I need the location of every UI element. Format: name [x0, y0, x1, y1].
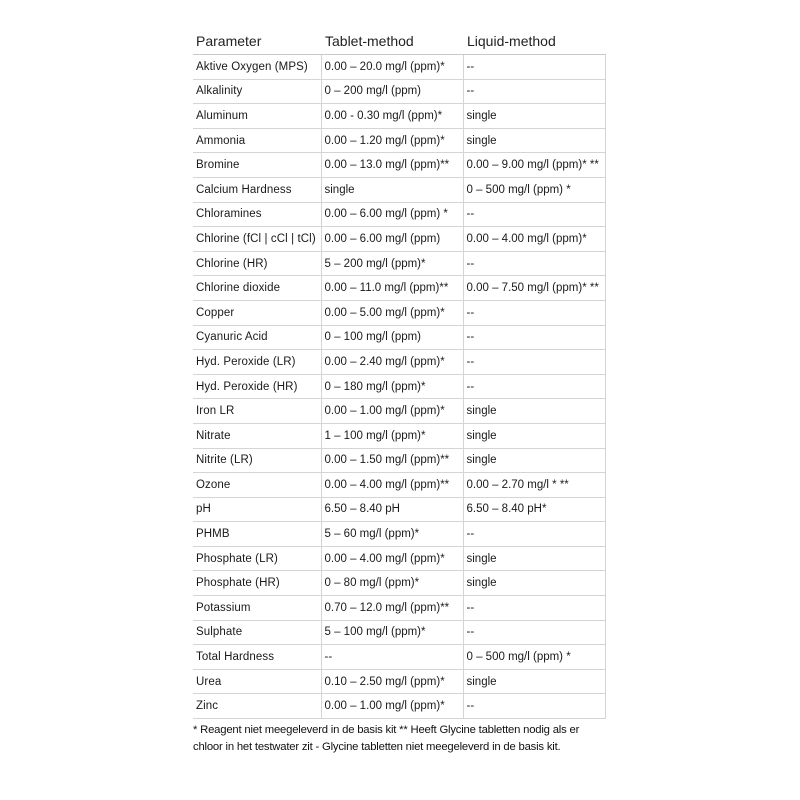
parameter-cell: pH [193, 497, 321, 522]
parameter-table-container [193, 28, 605, 756]
tablet-method-cell: 0.00 – 5.00 mg/l (ppm)* [321, 300, 463, 325]
liquid-method-cell: -- [463, 350, 605, 375]
table-row [193, 104, 605, 129]
parameter-table [193, 28, 606, 719]
parameter-cell: Zinc [193, 694, 321, 719]
table-row [193, 227, 605, 252]
tablet-method-cell: 5 – 100 mg/l (ppm)* [321, 620, 463, 645]
table-row [193, 300, 605, 325]
table-header [193, 28, 605, 55]
tablet-method-cell: single [321, 177, 463, 202]
tablet-method-cell: 0 – 100 mg/l (ppm) [321, 325, 463, 350]
tablet-method-cell: 0.00 – 1.20 mg/l (ppm)* [321, 128, 463, 153]
parameter-cell: Iron LR [193, 399, 321, 424]
table-row [193, 128, 605, 153]
parameter-cell: Phosphate (HR) [193, 571, 321, 596]
parameter-cell: Copper [193, 300, 321, 325]
table-row [193, 202, 605, 227]
liquid-method-cell: 0.00 – 9.00 mg/l (ppm)* ** [463, 153, 605, 178]
tablet-method-cell: -- [321, 645, 463, 670]
parameter-cell: Chlorine dioxide [193, 276, 321, 301]
parameter-cell: Ammonia [193, 128, 321, 153]
table-row [193, 423, 605, 448]
table-row [193, 399, 605, 424]
tablet-method-cell: 0.00 – 4.00 mg/l (ppm)** [321, 473, 463, 498]
parameter-cell: Ozone [193, 473, 321, 498]
table-row [193, 620, 605, 645]
liquid-method-cell: -- [463, 596, 605, 621]
parameter-cell: Sulphate [193, 620, 321, 645]
table-body [193, 55, 605, 719]
header-row [193, 28, 605, 55]
table-row [193, 374, 605, 399]
liquid-method-cell: single [463, 546, 605, 571]
tablet-method-cell: 0.00 – 1.00 mg/l (ppm)* [321, 694, 463, 719]
table-row [193, 669, 605, 694]
tablet-method-cell: 0.00 – 2.40 mg/l (ppm)* [321, 350, 463, 375]
parameter-cell: PHMB [193, 522, 321, 547]
liquid-method-cell: single [463, 571, 605, 596]
tablet-method-cell: 0 – 200 mg/l (ppm) [321, 79, 463, 104]
tablet-method-cell: 0 – 180 mg/l (ppm)* [321, 374, 463, 399]
tablet-method-cell: 0.10 – 2.50 mg/l (ppm)* [321, 669, 463, 694]
liquid-method-cell: 0.00 – 2.70 mg/l * ** [463, 473, 605, 498]
liquid-method-cell: -- [463, 79, 605, 104]
tablet-method-cell: 0.00 – 13.0 mg/l (ppm)** [321, 153, 463, 178]
tablet-method-cell: 0.00 – 20.0 mg/l (ppm)* [321, 55, 463, 80]
table-row [193, 571, 605, 596]
liquid-method-cell: -- [463, 325, 605, 350]
parameter-cell: Aluminum [193, 104, 321, 129]
table-row [193, 251, 605, 276]
table-row [193, 522, 605, 547]
liquid-method-cell: 0.00 – 7.50 mg/l (ppm)* ** [463, 276, 605, 301]
liquid-method-cell: -- [463, 620, 605, 645]
table-row [193, 448, 605, 473]
liquid-method-cell: 0.00 – 4.00 mg/l (ppm)* [463, 227, 605, 252]
liquid-method-cell: -- [463, 251, 605, 276]
liquid-method-cell: 6.50 – 8.40 pH* [463, 497, 605, 522]
tablet-method-cell: 0.00 – 1.00 mg/l (ppm)* [321, 399, 463, 424]
header-tablet-method: Tablet-method [321, 28, 463, 55]
footnote: * Reagent niet meegeleverd in de basis kit ** Heeft Glycine tabletten nodig als er chloor in het testwater zit - Glycine tabletten niet meegeleverd in de basis kit. [193, 724, 580, 754]
liquid-method-cell: single [463, 669, 605, 694]
tablet-method-cell: 5 – 60 mg/l (ppm)* [321, 522, 463, 547]
tablet-method-cell: 0 – 80 mg/l (ppm)* [321, 571, 463, 596]
parameter-cell: Phosphate (LR) [193, 546, 321, 571]
parameter-cell: Nitrate [193, 423, 321, 448]
table-row [193, 55, 605, 80]
table-row [193, 276, 605, 301]
parameter-cell: Hyd. Peroxide (LR) [193, 350, 321, 375]
parameter-cell: Chloramines [193, 202, 321, 227]
table-row [193, 350, 605, 375]
liquid-method-cell: -- [463, 522, 605, 547]
liquid-method-cell: single [463, 104, 605, 129]
parameter-cell: Potassium [193, 596, 321, 621]
tablet-method-cell: 0.00 – 4.00 mg/l (ppm)* [321, 546, 463, 571]
tablet-method-cell: 5 – 200 mg/l (ppm)* [321, 251, 463, 276]
liquid-method-cell: -- [463, 202, 605, 227]
parameter-cell: Chlorine (HR) [193, 251, 321, 276]
tablet-method-cell: 0.00 – 11.0 mg/l (ppm)** [321, 276, 463, 301]
liquid-method-cell: 0 – 500 mg/l (ppm) * [463, 177, 605, 202]
header-liquid-method: Liquid-method [463, 28, 605, 55]
tablet-method-cell: 0.70 – 12.0 mg/l (ppm)** [321, 596, 463, 621]
parameter-cell: Hyd. Peroxide (HR) [193, 374, 321, 399]
parameter-cell: Cyanuric Acid [193, 325, 321, 350]
table-row [193, 645, 605, 670]
liquid-method-cell: -- [463, 374, 605, 399]
tablet-method-cell: 6.50 – 8.40 pH [321, 497, 463, 522]
tablet-method-cell: 0.00 – 6.00 mg/l (ppm) * [321, 202, 463, 227]
header-parameter: Parameter [193, 28, 321, 55]
table-row [193, 153, 605, 178]
liquid-method-cell: -- [463, 55, 605, 80]
liquid-method-cell: -- [463, 694, 605, 719]
liquid-method-cell: -- [463, 300, 605, 325]
tablet-method-cell: 0.00 – 1.50 mg/l (ppm)** [321, 448, 463, 473]
table-row [193, 325, 605, 350]
parameter-cell: Total Hardness [193, 645, 321, 670]
table-row [193, 497, 605, 522]
liquid-method-cell: single [463, 423, 605, 448]
liquid-method-cell: 0 – 500 mg/l (ppm) * [463, 645, 605, 670]
tablet-method-cell: 0.00 – 6.00 mg/l (ppm) [321, 227, 463, 252]
tablet-method-cell: 1 – 100 mg/l (ppm)* [321, 423, 463, 448]
parameter-cell: Alkalinity [193, 79, 321, 104]
table-row [193, 596, 605, 621]
parameter-cell: Chlorine (fCl | cCl | tCl) [193, 227, 321, 252]
parameter-cell: Aktive Oxygen (MPS) [193, 55, 321, 80]
parameter-cell: Bromine [193, 153, 321, 178]
tablet-method-cell: 0.00 - 0.30 mg/l (ppm)* [321, 104, 463, 129]
parameter-cell: Urea [193, 669, 321, 694]
liquid-method-cell: single [463, 128, 605, 153]
parameter-cell: Nitrite (LR) [193, 448, 321, 473]
liquid-method-cell: single [463, 448, 605, 473]
table-row [193, 79, 605, 104]
liquid-method-cell: single [463, 399, 605, 424]
table-row [193, 473, 605, 498]
table-row [193, 177, 605, 202]
table-row [193, 546, 605, 571]
table-row [193, 694, 605, 719]
parameter-cell: Calcium Hardness [193, 177, 321, 202]
